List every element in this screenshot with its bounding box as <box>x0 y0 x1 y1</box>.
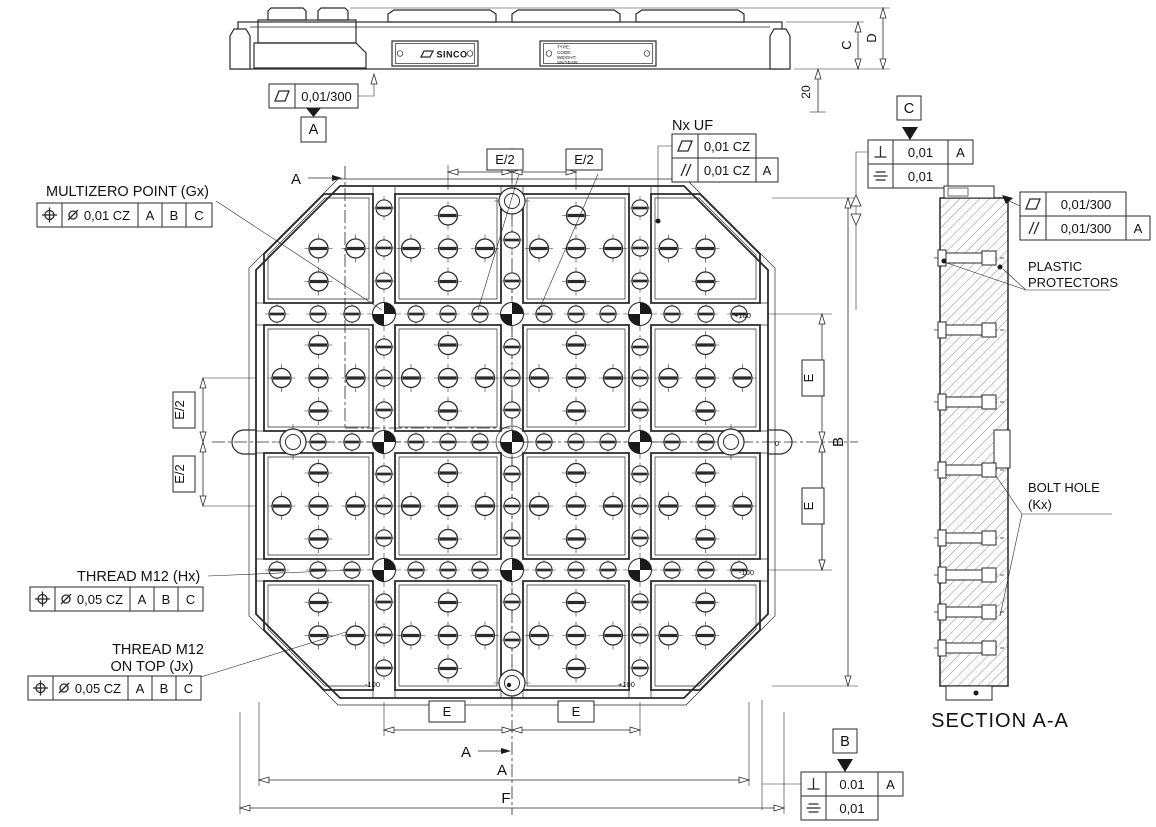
side-parallelism-tol: 0,01/300 <box>1060 221 1112 236</box>
thread-hole <box>596 302 620 326</box>
plastic-label-1: PLASTIC <box>1028 259 1083 274</box>
thread-hole <box>628 526 652 550</box>
thread-hole <box>372 656 396 680</box>
nameplate-weight: WEIGHT: <box>557 55 577 60</box>
section-arrow-label: A <box>290 171 302 188</box>
thread-hole <box>468 302 492 326</box>
thread-hole <box>434 492 462 520</box>
thread-hole <box>500 228 524 252</box>
thread-hole <box>628 196 652 220</box>
thread-hole <box>305 268 333 296</box>
jx-tolerance: 0,05 CZ <box>74 681 122 696</box>
locating-bore <box>494 183 530 219</box>
thread-hole <box>562 268 590 296</box>
thread-hole <box>342 492 370 520</box>
thread-jx-label1: THREAD M12 <box>112 642 204 658</box>
plastic-protector-dot <box>974 691 979 696</box>
thread-hole <box>692 459 720 487</box>
nameplate-code: CODE: <box>557 50 572 55</box>
uf-flatness-tol: 0,01 CZ <box>703 139 751 154</box>
thread-hole <box>660 302 684 326</box>
thread-hole <box>500 462 524 486</box>
thread-hole <box>562 622 590 650</box>
section-title: SECTION A-A <box>931 710 1069 732</box>
thread-hole <box>596 430 620 454</box>
thread-hole <box>628 590 652 614</box>
clamp-cap <box>318 8 348 20</box>
zero-mark-dot <box>507 683 511 687</box>
thread-hole <box>628 335 652 359</box>
callout-thread-jx <box>28 632 346 700</box>
c-symmetry-tol: 0,01 <box>907 169 934 184</box>
datum-triangle-icon <box>837 759 853 772</box>
thread-hole <box>599 364 627 392</box>
brand-text: SINCO <box>436 49 468 60</box>
datum-a-flag <box>301 108 326 142</box>
right-end-tab <box>770 29 790 69</box>
thread-hole <box>655 235 683 263</box>
thread-hole <box>340 302 364 326</box>
thread-hole <box>397 622 425 650</box>
pad-profile <box>636 10 744 22</box>
thread-hole <box>562 459 590 487</box>
section-arrow-label: A <box>460 744 472 761</box>
thread-hole <box>655 622 683 650</box>
multizero-label: MULTIZERO POINT (Gx) <box>46 184 209 200</box>
thread-hole <box>628 623 652 647</box>
dim-c: C <box>839 40 854 50</box>
brand-nameplate <box>392 41 478 66</box>
thread-hole <box>500 269 524 293</box>
thread-hole <box>342 622 370 650</box>
left-end-tab <box>230 29 250 69</box>
thread-hole <box>692 525 720 553</box>
locating-bore <box>275 424 311 460</box>
pad-profile <box>512 10 620 22</box>
thread-hole <box>729 492 757 520</box>
thread-jx-label2: ON TOP (Jx) <box>110 659 194 675</box>
locating-bore <box>494 665 530 701</box>
gx-datum: A <box>145 208 155 223</box>
thread-hole <box>305 235 333 263</box>
thread-hole <box>434 622 462 650</box>
callout-thread-hx <box>30 569 353 611</box>
thread-hole <box>729 364 757 392</box>
thread-hole <box>372 196 396 220</box>
thread-hole <box>564 558 588 582</box>
hx-tolerance: 0,05 CZ <box>76 592 124 607</box>
thread-hole <box>397 235 425 263</box>
datum-triangle-icon <box>902 127 918 140</box>
thread-hole <box>397 364 425 392</box>
thread-hole <box>305 589 333 617</box>
dim-20: 20 <box>799 85 813 99</box>
dim-e-half: E/2 <box>172 464 187 484</box>
thread-hole <box>655 364 683 392</box>
bolt-hole-label-1: BOLT HOLE <box>1028 480 1100 495</box>
plan-view <box>212 148 858 815</box>
dim-e: E <box>571 704 581 719</box>
thread-hole <box>268 492 296 520</box>
thread-hole <box>372 398 396 422</box>
thread-hole <box>562 525 590 553</box>
section-arrow-top <box>291 171 342 188</box>
section-bottom-tab <box>946 686 992 700</box>
thread-hole <box>340 430 364 454</box>
thread-hole <box>305 492 333 520</box>
riser-boss <box>254 43 366 68</box>
thread-hole <box>500 494 524 518</box>
pad-profile <box>388 10 496 22</box>
nameplate-year: SN/YEAR: <box>557 60 579 65</box>
thread-hole <box>268 364 296 392</box>
thread-hole <box>525 492 553 520</box>
thread-hole <box>305 397 333 425</box>
fcf-top-flatness <box>269 74 374 108</box>
thread-hole <box>628 494 652 518</box>
callout-nx-uf <box>656 118 779 224</box>
thread-hole <box>305 459 333 487</box>
thread-hole <box>596 558 620 582</box>
b-perp-tol: 0.01 <box>839 777 865 792</box>
thread-hole <box>692 364 720 392</box>
thread-hole <box>692 397 720 425</box>
thread-hole <box>372 366 396 390</box>
dim-d: D <box>864 33 879 43</box>
thread-hole <box>305 525 333 553</box>
thread-hole <box>434 525 462 553</box>
datum-triangle-icon <box>306 108 321 117</box>
thread-hole <box>372 236 396 260</box>
thread-hole <box>305 331 333 359</box>
nameplate-type: TYPE: <box>557 44 571 50</box>
dim-e: E <box>442 704 452 719</box>
dim-a: A <box>496 762 508 779</box>
thread-hole <box>342 364 370 392</box>
plastic-protector-dot <box>998 265 1003 270</box>
b-symmetry-tol: 0,01 <box>839 801 865 816</box>
thread-hole <box>434 397 462 425</box>
thread-hole <box>434 364 462 392</box>
thread-hole <box>599 622 627 650</box>
thread-hole <box>628 366 652 390</box>
thread-hole <box>434 655 462 683</box>
id-nameplate <box>540 41 656 66</box>
thread-hole <box>372 623 396 647</box>
thread-hole <box>562 655 590 683</box>
datum-b-label: B <box>840 734 850 750</box>
nx-uf-label: Nx UF <box>672 118 714 134</box>
thread-hole <box>397 492 425 520</box>
thread-hole <box>306 558 330 582</box>
thread-hole <box>500 398 524 422</box>
thread-hole <box>265 302 289 326</box>
dim-b: B <box>830 436 847 448</box>
thread-hole <box>628 269 652 293</box>
dim-e: E <box>801 501 816 511</box>
thread-hole <box>372 494 396 518</box>
dim-e-half: E/2 <box>172 400 187 420</box>
thread-hole <box>404 430 428 454</box>
flatness-tolerance: 0,01/300 <box>301 89 352 104</box>
label-bolt-hole <box>996 476 1112 616</box>
thread-hole <box>265 558 289 582</box>
uf-parallelism-tol: 0,01 CZ <box>703 163 751 178</box>
thread-hole <box>500 366 524 390</box>
coord-label: +100 <box>618 680 635 689</box>
thread-hx-label: THREAD M12 (Hx) <box>77 569 201 585</box>
coord-label: +100 <box>734 311 751 320</box>
clamp-cap <box>268 8 306 20</box>
dim-f: F <box>501 790 511 807</box>
hx-datum: C <box>185 592 196 607</box>
thread-hole <box>436 302 460 326</box>
thread-hole <box>434 459 462 487</box>
thread-hole <box>471 492 499 520</box>
plastic-protector-dot <box>942 259 947 264</box>
dim-e-half: E/2 <box>495 152 515 167</box>
thread-hole <box>694 558 718 582</box>
thread-hole <box>305 364 333 392</box>
thread-hole <box>562 331 590 359</box>
gx-tolerance: 0,01 CZ <box>83 208 131 223</box>
thread-hole <box>500 526 524 550</box>
b-perp-datum: A <box>886 777 895 792</box>
thread-hole <box>532 302 556 326</box>
thread-hole <box>404 558 428 582</box>
datum-a-label: A <box>308 122 319 138</box>
callout-multizero <box>37 184 382 310</box>
c-perp-tol: 0,01 <box>907 145 934 160</box>
thread-hole <box>372 590 396 614</box>
thread-hole <box>628 656 652 680</box>
thread-hole <box>525 235 553 263</box>
thread-hole <box>500 628 524 652</box>
thread-hole <box>628 398 652 422</box>
thread-hole <box>599 235 627 263</box>
thread-hole <box>306 302 330 326</box>
thread-hole <box>372 462 396 486</box>
gx-datum: B <box>169 208 179 223</box>
hx-datum: A <box>137 592 147 607</box>
thread-hole <box>471 364 499 392</box>
side-parallelism-datum: A <box>1133 221 1143 236</box>
leader-dot <box>656 219 661 224</box>
dim-e-half: E/2 <box>574 152 594 167</box>
thread-hole <box>434 268 462 296</box>
thread-hole <box>471 622 499 650</box>
locating-bore <box>713 424 749 460</box>
coord-label: -100 <box>739 568 755 577</box>
thread-hole <box>532 558 556 582</box>
uf-parallelism-datum: A <box>762 163 772 178</box>
thread-hole <box>692 235 720 263</box>
thread-hole <box>532 430 556 454</box>
thread-hole <box>436 558 460 582</box>
thread-hole <box>372 526 396 550</box>
thread-hole <box>692 331 720 359</box>
datum-b-callout <box>762 729 903 820</box>
thread-hole <box>404 302 428 326</box>
thread-hole <box>434 331 462 359</box>
jx-datum: A <box>135 681 145 696</box>
top-elevation-view <box>230 8 790 69</box>
thread-hole <box>471 235 499 263</box>
thread-hole <box>694 302 718 326</box>
thread-hole <box>564 430 588 454</box>
fcf-side-surface <box>1002 192 1150 240</box>
thread-hole <box>692 492 720 520</box>
thread-hole <box>500 335 524 359</box>
side-flatness-tol: 0,01/300 <box>1060 197 1112 212</box>
section-arrow-bottom <box>461 744 511 761</box>
thread-hole <box>500 590 524 614</box>
jx-datum: B <box>159 681 169 696</box>
thread-hole <box>599 492 627 520</box>
section-side-block <box>994 430 1010 468</box>
thread-hole <box>564 302 588 326</box>
thread-hole <box>628 236 652 260</box>
thread-hole <box>562 589 590 617</box>
thread-hole <box>305 622 333 650</box>
thread-hole <box>692 622 720 650</box>
section-view <box>934 186 1010 700</box>
thread-hole <box>562 364 590 392</box>
thread-hole <box>342 235 370 263</box>
thread-hole <box>692 589 720 617</box>
thread-hole <box>468 430 492 454</box>
thread-hole <box>660 430 684 454</box>
thread-hole <box>434 202 462 230</box>
thread-hole <box>436 430 460 454</box>
thread-hole <box>655 492 683 520</box>
datum-c-label: C <box>903 101 915 117</box>
thread-hole <box>434 589 462 617</box>
thread-hole <box>562 492 590 520</box>
gx-datum: C <box>194 208 204 223</box>
thread-hole <box>562 235 590 263</box>
bolt-hole-label-2: (Kx) <box>1028 497 1052 512</box>
coord-label: -100 <box>364 680 380 689</box>
dim-e: E <box>801 373 816 383</box>
thread-hole <box>372 269 396 293</box>
thread-hole <box>660 558 684 582</box>
thread-hole <box>525 622 553 650</box>
thread-hole <box>434 235 462 263</box>
c-perp-datum: A <box>956 145 965 160</box>
thread-hole <box>372 335 396 359</box>
thread-hole <box>692 268 720 296</box>
thread-hole <box>468 558 492 582</box>
thread-hole <box>525 364 553 392</box>
plastic-label-2: PROTECTORS <box>1028 275 1119 290</box>
thread-hole <box>628 462 652 486</box>
jx-datum: C <box>183 681 194 696</box>
coord-label: 0 <box>775 439 780 448</box>
hx-datum: B <box>161 592 171 607</box>
thread-hole <box>562 397 590 425</box>
